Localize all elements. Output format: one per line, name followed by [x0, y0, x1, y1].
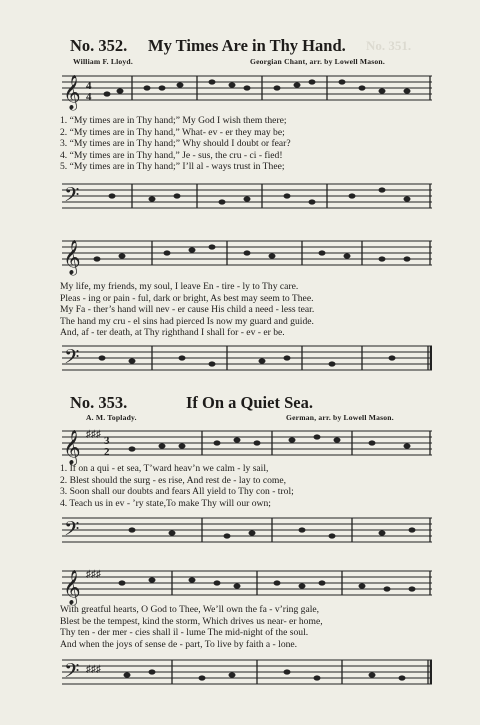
lyric-line: 5. “My times are in Thy hand;” I’ll al - ways trust in Thee; — [60, 161, 285, 173]
music-staff — [62, 68, 432, 113]
author-credit: William F. Lloyd. — [73, 57, 133, 66]
lyric-line: 3. Soon shall our doubts and fears All yield to Thy con - trol; — [60, 486, 294, 498]
bleed-through-text: No. 351. — [366, 38, 412, 53]
music-staff-bass — [62, 652, 432, 697]
lyric-line: 2. Blest should the surg - es rise, And rest de - lay to come, — [60, 474, 287, 486]
lyric-line: 4. Teach us in ev - ’ry state,To make Thy will our own; — [60, 497, 271, 509]
music-staff-bass — [62, 338, 432, 383]
lyric-line: My Fa - ther’s hand will nev - er cause His child a need - less tear. — [60, 304, 315, 316]
svg-text:3: 3 — [104, 435, 110, 447]
music-staff — [62, 563, 432, 608]
composer-credit: Georgian Chant, arr. by Lowell Mason. — [250, 57, 385, 66]
lyric-line: 1. If on a qui - et sea, T’ward heav’n we calm - ly sail, — [60, 463, 269, 474]
lyric-line: 3. “My times are in Thy hand;” Why should I doubt or fear? — [60, 138, 291, 150]
svg-text:♯♯♯: ♯♯♯ — [86, 429, 101, 440]
svg-text:♯♯♯: ♯♯♯ — [86, 569, 101, 580]
svg-text:𝄞: 𝄞 — [63, 571, 81, 604]
svg-text:2: 2 — [104, 446, 110, 458]
lyrics-block — [60, 281, 440, 339]
lyric-line: Pleas - ing or pain - ful, dark or bright, As best may seem to Thee. — [60, 292, 314, 304]
svg-text:4: 4 — [86, 80, 92, 92]
svg-text:𝄢: 𝄢 — [64, 519, 80, 545]
music-staff-bass — [62, 176, 432, 221]
hymn-number: No. 352. — [70, 36, 128, 55]
svg-text:♯♯♯: ♯♯♯ — [86, 664, 101, 675]
svg-text:4: 4 — [86, 91, 92, 103]
lyric-line: 1. “My times are in Thy hand;” My God I wish them there; — [60, 115, 287, 126]
lyric-line: My life, my friends, my soul, I leave En - tire - ly to Thy care. — [60, 281, 299, 292]
lyric-line: And when the joys of sense de - part, To live by faith a - lone. — [60, 638, 298, 650]
lyric-line: The hand my cru - el sins had pierced Is now my guard and guide. — [60, 315, 314, 327]
composer-credit: German, arr. by Lowell Mason. — [286, 413, 394, 422]
lyrics-block — [60, 115, 440, 173]
music-staff-bass — [62, 510, 432, 555]
lyric-line: Thy ten - der mer - cies shall il - lume The mid-night of the soul. — [60, 627, 309, 639]
lyric-line: With greatful hearts, O God to Thee, We’ll own the fa - v’ring gale, — [60, 604, 320, 615]
lyrics-block — [60, 463, 440, 509]
svg-text:𝄞: 𝄞 — [63, 241, 81, 274]
lyric-line: And, af - ter death, at Thy righthand I shall for - ev - er be. — [60, 327, 285, 339]
hymn-title: My Times Are in Thy Hand. — [148, 36, 346, 55]
lyric-line: Blest be the tempest, kind the storm, Which drives us near- er home, — [60, 615, 323, 627]
svg-text:𝄢: 𝄢 — [64, 347, 80, 373]
lyric-line: 4. “My times are in Thy hand,” Je - sus, the cru - ci - fied! — [60, 149, 283, 161]
svg-text:𝄢: 𝄢 — [64, 185, 80, 211]
svg-text:𝄢: 𝄢 — [64, 661, 80, 687]
svg-text:𝄞: 𝄞 — [63, 431, 81, 464]
music-staff — [62, 423, 432, 468]
lyrics-block — [60, 604, 440, 650]
hymn-title: If On a Quiet Sea. — [186, 393, 313, 412]
music-staff — [62, 233, 432, 278]
svg-text:𝄞: 𝄞 — [63, 76, 81, 109]
lyric-line: 2. “My times are in Thy hand,” What- ev - er they may be; — [60, 126, 285, 138]
author-credit: A. M. Toplady. — [86, 413, 137, 422]
hymn-number: No. 353. — [70, 393, 128, 412]
